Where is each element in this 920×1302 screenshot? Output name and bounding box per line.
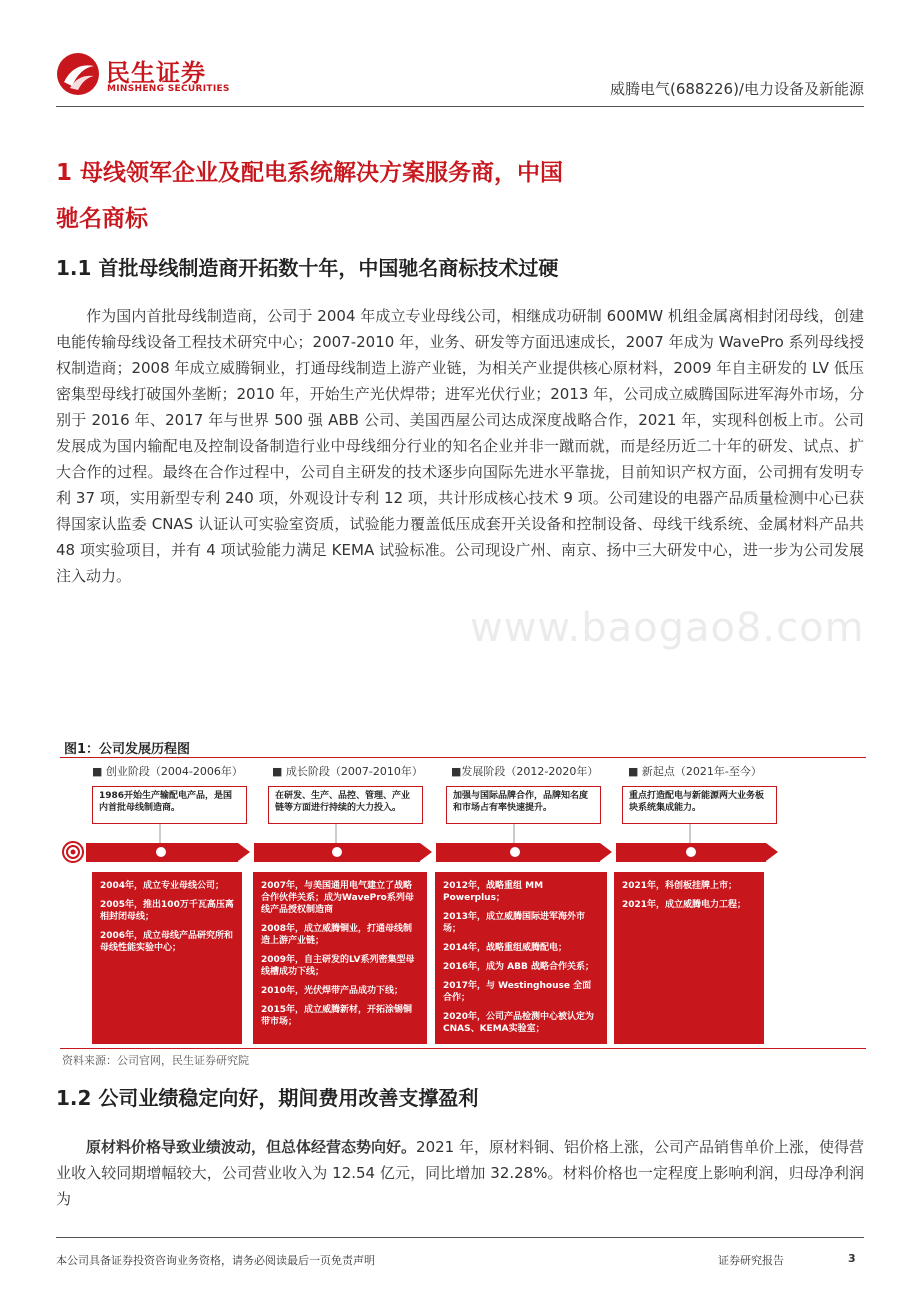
event-item: 2013年，成立威腾国际进军海外市场； [443,912,586,934]
timeline-dot-4 [686,847,696,857]
event-item: 2020年，公司产品检测中心被认定为CNAS、KEMA实验室； [443,1012,595,1034]
paragraph-performance-lead: 原材料价格导致业绩波动，但总体经营态势向好。 [86,1138,417,1156]
timeline-dot-2 [332,847,342,857]
paragraph-history-text: 作为国内首批母线制造商，公司于 2004 年成立专业母线公司，相继成功研制 600MW 机组金属离相封闭母线，创建电能传输母线设备工程技术研究中心；2007-2010 年，业务、研发等方面迅速成长，2007 年成为 WavePro 系列母线授权制造商；2008 年成立威腾铜业，打通母线制造上游产业链，为相关产业提供核心原材料，2009 年自主研发的 LV 低压密集型母线打破国外垄断；2010 年，开始生产光伏焊带；进军光伏行业；2013 年，公司成立威腾国际进军海外市场，分别于 2016 年、2017 年与世界 500 强 ABB 公司、美国西屋公司达成深度战略合作，2021 年，实现科创板上市。公司发展成为国内输配电及控制设备制造行业中母线细分行业的知名企业并非一蹴而就，而是经历近二十年的研发、试点、扩大合作的过程。最终在合作过程中，公司自主研发的技术逐步向国际先进水平靠拢，目前知识产权方面，公司拥有发明专利 37 项，实用新型专利 240 项，外观设计专利 12 项，共计形成核心技术 9 项。公司建设的电器产品质量检测中心已获得国家认监委 CNAS 认证认可实验室资质，试验能力覆盖低压成套开关设备和控制设备、母线干线系统、金属材料产品共 48 项实验项目，并有 4 项试验能力满足 KEMA 试验标准。公司现设广州、南京、扬中三大研发中心，进一步为公司发展注入动力。 [56,307,864,585]
event-item: 2016年，成为 ABB 战略合作关系； [443,962,595,972]
page-header [0,0,920,110]
figure-bottom-rule [60,1048,866,1049]
figure-title: 图1：公司发展历程图 [64,742,191,757]
figure-source: 资料来源：公司官网，民生证券研究院 [62,1054,249,1067]
timeline-dot-3 [510,847,520,857]
stage-summary-2: 在研发、生产、品控、管理、产业链等方面进行持续的大力投入。 [268,786,423,824]
event-item: 2021年，科创板挂牌上市； [622,881,738,891]
event-item: 2017年，与 Westinghouse 全面合作； [443,981,592,1003]
subsection-title-1-2: 1.2 公司业绩稳定向好，期间费用改善支撑盈利 [56,1086,479,1110]
event-item: 2006年，成立母线产品研究所和母线性能实验中心； [100,931,234,953]
paragraph-history [56,303,864,589]
event-item: 2015年，成立威腾新材，开拓涂锡铜带市场； [261,1005,413,1027]
event-item: 2014年，战略重组威腾配电； [443,943,568,953]
event-item: 2012年，战略重组 MM Powerplus； [443,881,544,903]
figure-top-rule [60,757,866,758]
header-divider [56,106,864,107]
stage-summary-3: 加强与国际品牌合作，品牌知名度和市场占有率快速提升。 [446,786,601,824]
target-icon [62,841,84,863]
report-subject: 威腾电气(688226)/电力设备及新能源 [609,80,864,98]
watermark: www.baogao8.com [470,605,865,651]
logo-text-cn: 民生证券 [106,59,206,87]
stage-events-4 [614,872,764,1044]
stage-events-3 [435,872,607,1044]
event-item: 2010年，光伏焊带产品成功下线； [261,986,404,996]
stage-events-1 [92,872,242,1044]
subsection-title-1-1: 1.1 首批母线制造商开拓数十年，中国驰名商标技术过硬 [56,256,559,280]
section-title-line2: 驰名商标 [56,206,148,232]
event-item: 2004年，成立专业母线公司； [100,881,225,891]
stage-label-2: ■ 成长阶段（2007-2010年） [272,765,423,778]
logo-text-en: MINSHENG SECURITIES [107,84,230,94]
stage-summary-1: 1986开始生产输配电产品，是国内首批母线制造商。 [92,786,247,824]
page-number: 3 [848,1252,856,1265]
event-item: 2021年，成立威腾电力工程； [622,900,747,910]
event-item: 2008年，成立威腾铜业，打通母线制造上游产业链； [261,924,413,946]
footer-disclaimer: 本公司具备证券投资咨询业务资格，请务必阅读最后一页免责声明 [56,1254,375,1267]
timeline-arrow-tip-4 [766,843,778,861]
timeline-arrow-tip-3 [600,843,612,861]
stage-label-3: ■发展阶段（2012-2020年） [451,765,599,778]
paragraph-performance [56,1134,864,1212]
stage-summary-4: 重点打造配电与新能源两大业务板块系统集成能力。 [622,786,777,824]
footer-divider [56,1237,864,1238]
event-item: 2005年，推出100万千瓦高压离相封闭母线； [100,900,234,922]
event-item: 2009年，自主研发的LV系列密集型母线槽成功下线； [261,955,415,977]
section-title [56,150,656,242]
timeline-arrow-tip-2 [420,843,432,861]
minsheng-logo-icon [56,52,100,96]
paragraph-performance-text: 2021 年，原材料铜、铝价格上涨，公司产品销售单价上涨，使得营业收入较同期增幅较大，公司营业收入为 12.54 亿元，同比增加 32.28%。材料价格也一定程度上影响利润，归母净利润为 [56,1138,864,1208]
event-item: 2007年，与美国通用电气建立了战略合作伙伴关系；成为WavePro系列母线产品授权制造商 [261,881,414,915]
stage-label-4: ■ 新起点（2021年-至今） [628,765,762,778]
stage-events-2 [253,872,427,1044]
timeline-arrow-tip-1 [238,843,250,861]
timeline-dot-1 [156,847,166,857]
stage-label-1: ■ 创业阶段（2004-2006年） [92,765,243,778]
section-title-line1: 1 母线领军企业及配电系统解决方案服务商，中国 [56,160,564,186]
footer-report-type: 证券研究报告 [718,1254,784,1267]
